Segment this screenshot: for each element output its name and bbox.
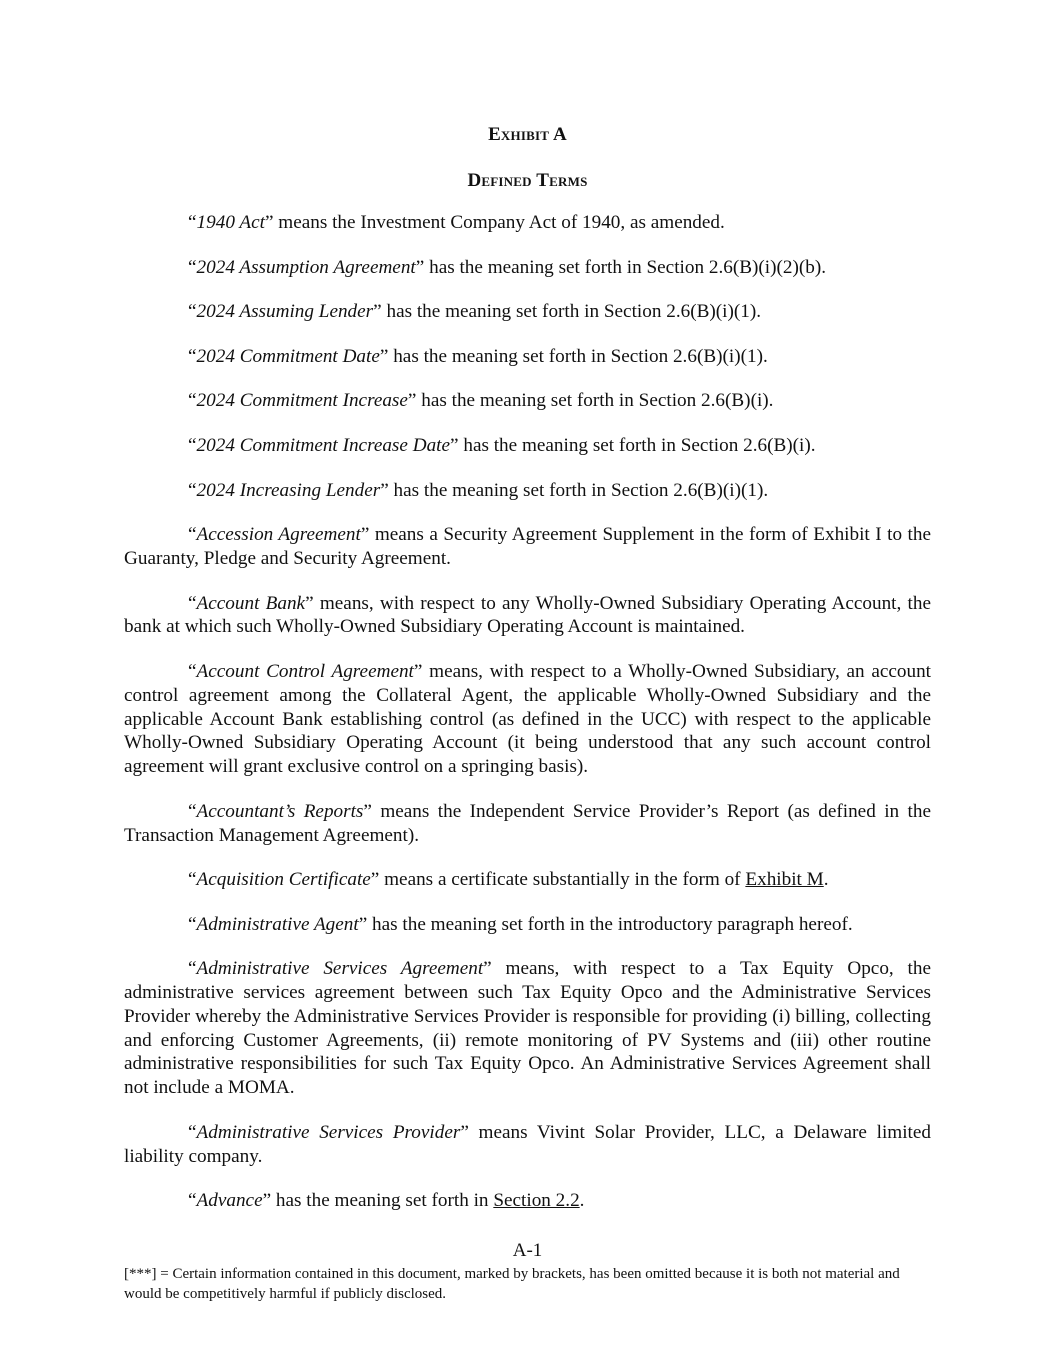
defined-term: Advance	[196, 1190, 263, 1212]
definition-text-end: .	[823, 869, 829, 891]
close-quote: ”	[305, 592, 314, 614]
close-quote: ”	[370, 869, 380, 891]
definition-paragraph	[124, 660, 931, 779]
defined-term: Account Control Agreement	[196, 660, 414, 682]
definition-text: has the meaning set forth in Section 2.6(B)(i)(1).	[388, 345, 768, 367]
definition-paragraph	[124, 800, 931, 848]
open-quote: “	[188, 256, 197, 278]
open-quote: “	[188, 1190, 197, 1212]
definition-paragraph	[124, 479, 931, 503]
page-number: A-1	[512, 1240, 543, 1261]
close-quote: ”	[262, 1190, 272, 1212]
open-quote: “	[188, 592, 197, 614]
definition-text: means a certificate substantially in the form of	[379, 869, 746, 891]
open-quote: “	[188, 869, 197, 891]
open-quote: “	[188, 1121, 197, 1143]
definition-text: means Vivint Solar Provider, LLC, a Delaware limited liability company.	[124, 1121, 931, 1167]
close-quote: ”	[460, 1121, 469, 1143]
close-quote: ”	[373, 301, 382, 323]
definition-text: has the meaning set forth in Section 2.6(B)(i)(1).	[388, 479, 769, 501]
cross-reference: Section 2.2	[493, 1190, 580, 1212]
defined-term: 2024 Commitment Increase	[196, 390, 408, 412]
definition-paragraph	[124, 1189, 931, 1213]
open-quote: “	[188, 958, 197, 980]
definition-paragraph	[124, 592, 931, 640]
defined-term: Administrative Services Agreement	[196, 958, 484, 980]
defined-term: 2024 Assuming Lender	[196, 301, 374, 323]
defined-term: Acquisition Certificate	[196, 869, 371, 891]
definition-text-end: .	[579, 1190, 585, 1212]
close-quote: ”	[407, 390, 417, 412]
defined-term: 2024 Assumption Agreement	[196, 256, 416, 278]
close-quote: ”	[264, 212, 274, 233]
open-quote: “	[188, 800, 197, 822]
definition-text: means a Security Agreement Supplement in the form of Exhibit I to the Guaranty, Pledge and Security Agreement.	[124, 524, 932, 569]
definitions-list	[124, 211, 931, 1234]
definition-paragraph	[124, 523, 931, 571]
definition-text: has the meaning set forth in the introductory paragraph hereof.	[367, 913, 853, 935]
defined-term: Accession Agreement	[196, 524, 361, 546]
open-quote: “	[188, 390, 197, 412]
close-quote: ”	[379, 345, 389, 367]
defined-term: 2024 Commitment Date	[196, 345, 380, 367]
definition-paragraph	[124, 1121, 931, 1169]
open-quote: “	[188, 345, 197, 367]
defined-term: Administrative Agent	[196, 913, 359, 935]
definition-paragraph	[124, 868, 931, 892]
close-quote: ”	[358, 913, 368, 935]
open-quote: “	[188, 479, 197, 501]
definition-text: has the meaning set forth in Section 2.6(B)(i).	[458, 434, 816, 456]
definition-text: has the meaning set forth in Section 2.6(B)(i).	[416, 390, 774, 412]
close-quote: ”	[450, 434, 459, 456]
close-quote: ”	[363, 800, 372, 822]
definition-paragraph	[124, 957, 931, 1100]
defined-term: Accountant’s Reports	[196, 800, 364, 822]
defined-term: 2024 Increasing Lender	[196, 479, 381, 501]
definition-text: means, with respect to any Wholly-Owned Subsidiary Operating Account, the bank at which such Wholly-Owned Subsidiary Operating Account is maintained.	[124, 592, 931, 638]
defined-term: 1940 Act	[196, 212, 265, 233]
definition-text: has the meaning set forth in	[271, 1190, 494, 1212]
definition-paragraph	[124, 389, 931, 413]
section-title: Defined Terms	[467, 170, 588, 191]
definition-paragraph	[124, 256, 931, 280]
definition-text: means the Investment Company Act of 1940, as amended.	[273, 212, 725, 233]
redaction-footnote: [***] = Certain information contained in this document, marked by brackets, has been omitted because it is both not material and would be competitively harmful if publicly disclosed.	[124, 1266, 900, 1302]
definition-text: means the Independent Service Provider’s Report (as defined in the Transaction Management Agreement).	[124, 800, 931, 846]
defined-term: Account Bank	[196, 592, 306, 614]
open-quote: “	[188, 660, 197, 682]
definition-text: has the meaning set forth in Section 2.6(B)(i)(1).	[381, 301, 762, 323]
open-quote: “	[188, 913, 197, 935]
defined-term: 2024 Commitment Increase Date	[196, 434, 451, 456]
definition-paragraph	[124, 211, 931, 235]
definition-text: means, with respect to a Wholly-Owned Subsidiary, an account control agreement among the Collateral Agent, the applicable Wholly-Owned Subsidiary and the applicable Account Bank establishing control (as defined in the UCC) with respect to the applicable Wholly-Owned Subsidiary Operating Account (it being understood that any such account control agreement will grant exclusive control on a springing basis).	[124, 660, 931, 778]
definition-text: means, with respect to a Tax Equity Opco, the administrative services agreement between such Tax Equity Opco and the Administrative Services Provider whereby the Administrative Services Provider is responsible for providing (i) billing, collecting and enforcing Customer Agreements, (ii) remote monitoring of PV Systems and (iii) other routine administrative responsibilities for such Tax Equity Opco. An Administrative Services Agreement shall not include a MOMA.	[124, 958, 931, 1099]
open-quote: “	[188, 301, 197, 323]
cross-reference: Exhibit M	[745, 869, 824, 891]
close-quote: ”	[380, 479, 389, 501]
definition-paragraph	[124, 913, 931, 937]
close-quote: ”	[413, 660, 423, 682]
exhibit-title: Exhibit A	[488, 124, 567, 145]
close-quote: ”	[483, 958, 492, 980]
open-quote: “	[188, 212, 197, 233]
defined-term: Administrative Services Provider	[196, 1121, 461, 1143]
definition-paragraph	[124, 434, 931, 458]
close-quote: ”	[360, 524, 370, 546]
open-quote: “	[188, 524, 197, 546]
close-quote: ”	[415, 256, 425, 278]
definition-paragraph	[124, 300, 931, 324]
open-quote: “	[188, 434, 197, 456]
definition-paragraph	[124, 345, 931, 369]
definition-text: has the meaning set forth in Section 2.6(B)(i)(2)(b).	[424, 256, 827, 278]
